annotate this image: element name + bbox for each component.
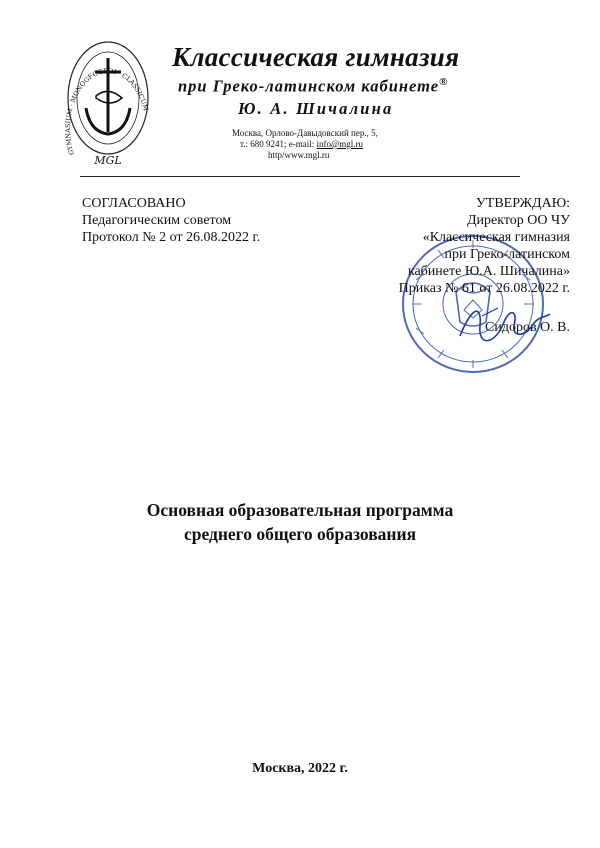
school-subtitle-line2: Ю. А. Шичалина bbox=[238, 99, 394, 118]
approve-org-line3: кабинете Ю.А. Шичалина» bbox=[407, 264, 570, 279]
header-divider bbox=[80, 176, 520, 177]
address-line: Москва, Орлово-Давыдовский пер., 5, bbox=[232, 128, 378, 138]
director-signature bbox=[452, 296, 562, 351]
approve-org-line1: «Классическая гимназия bbox=[422, 230, 570, 245]
approve-org-line2: при Греко-латинском bbox=[444, 247, 570, 262]
phone-label: т.: 680 9241; e-mail: bbox=[240, 139, 317, 149]
agreed-protocol: Протокол № 2 от 26.08.2022 г. bbox=[82, 230, 261, 245]
school-logo bbox=[62, 36, 154, 170]
document-title bbox=[0, 498, 600, 546]
agreed-heading: СОГЛАСОВАНО bbox=[82, 196, 186, 211]
website-link[interactable]: http/www.mgl.ru bbox=[268, 150, 330, 160]
logo-ring-text: GYMNASIUM · MONOGFOGFOI · CLASSICUM bbox=[63, 66, 150, 156]
phone-email-line bbox=[232, 139, 402, 150]
subtitle-text: при Греко-латинском кабинете bbox=[178, 76, 440, 96]
logo-initials: MGL bbox=[94, 154, 122, 167]
approve-signatory: Сидоров О. В. bbox=[484, 320, 570, 335]
agreed-body: Педагогическим советом bbox=[82, 213, 232, 228]
school-subtitle-line1 bbox=[178, 76, 448, 97]
place-and-year: Москва, 2022 г. bbox=[252, 761, 348, 776]
email-link[interactable]: info@mgl.ru bbox=[316, 139, 364, 149]
registered-mark: ® bbox=[439, 76, 449, 88]
title-line2: среднего общего образования bbox=[183, 524, 417, 544]
approve-order: Приказ № 61 от 26.08.2022 г. bbox=[398, 281, 570, 296]
approve-position: Директор ОО ЧУ bbox=[466, 213, 570, 228]
title-line1: Основная образовательная программа bbox=[146, 500, 454, 520]
approve-heading: УТВЕРЖДАЮ: bbox=[475, 196, 570, 211]
agreed-block bbox=[82, 195, 260, 246]
school-name: Классическая гимназия bbox=[172, 42, 460, 72]
contact-info bbox=[232, 128, 402, 161]
